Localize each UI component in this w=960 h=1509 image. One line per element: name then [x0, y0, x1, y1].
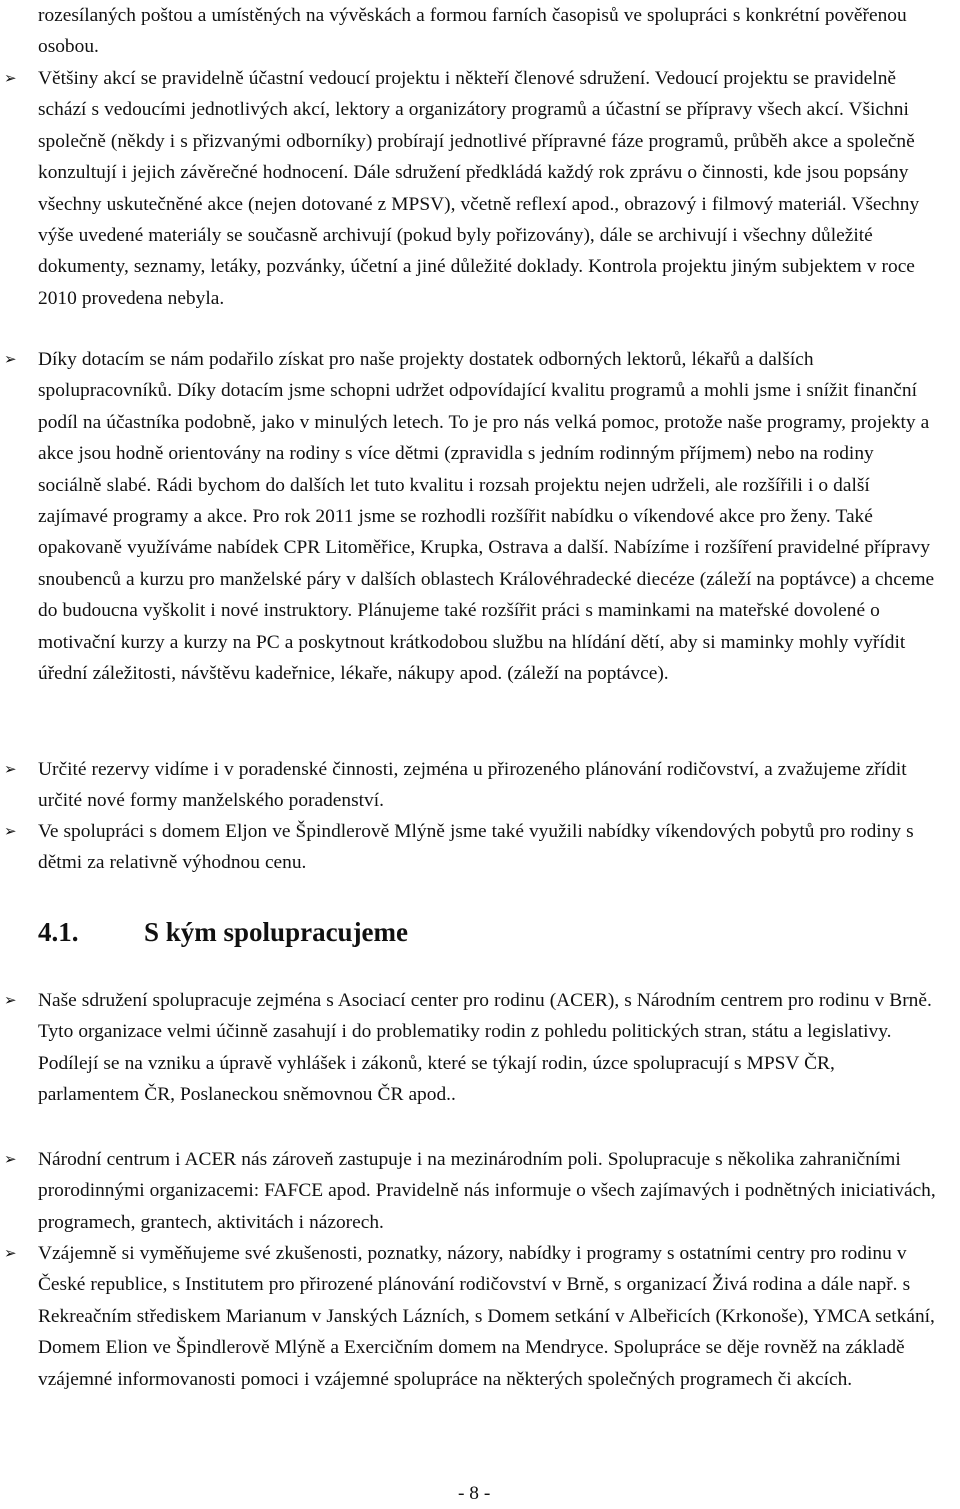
arrow-bullet-icon: ➢ [4, 822, 17, 840]
bullet-paragraph [4, 816, 938, 879]
paragraph-text: Většiny akcí se pravidelně účastní vedoucí projektu i někteří členové sdružení. Vedoucí projektu se pravidelně schází s vedoucími jednotlivých akcí, lektory a organizátory programů a účastní se přípravy všech akcí. Všichni společně (někdy i s přizvanými odborníky) probírají jednotlivé přípravné fáze programů, průběh akce a společně konzultují i jejich závěrečné hodnocení. Dále sdružení předkládá každý rok zprávu o činnosti, kde jsou popsány všechny uskutečněné akce (nejen dotované z MPSV), včetně reflexí apod., obrazový i filmový materiál. Všechny výše uvedené materiály se současně archivují (pokud byly pořizovány), dále se archivují i všechny důležité dokumenty, seznamy, letáky, pozvánky, účetní a jiné důležité doklady. Kontrola projektu jiným subjektem v roce 2010 provedena nebyla. [38, 68, 920, 309]
bullet-paragraph [4, 344, 938, 689]
paragraph-continuation [38, 0, 938, 63]
arrow-bullet-icon: ➢ [4, 1150, 17, 1168]
bullet-paragraph [4, 985, 938, 1111]
section-heading [38, 912, 408, 952]
paragraph-text: Určité rezervy vidíme i v poradenské činnosti, zejména u přirozeného plánování rodičovství, a zvažujeme zřídit určité nové formy manželského poradenství. [38, 759, 907, 812]
bullet-paragraph [4, 63, 938, 314]
bullet-paragraph [4, 1238, 938, 1395]
section-title: S kým spolupracujeme [144, 917, 409, 947]
paragraph-text: Vzájemně si vyměňujeme své zkušenosti, poznatky, názory, nabídky i programy s ostatními centry pro rodinu v České republice, s Institutem pro přirozené plánování rodičovství v Brně, s organizací Živá rodina a dále např. s Rekreačním střediskem Marianum v Janských Lázních, s Domem setkání v Albeřicích (Krkonoše), YMCA setkání, Domem Elion ve Špindlerově Mlýně a Exercičním domem na Mendryce. Spolupráce se děje rovněž na základě vzájemné informovanosti pomoci i vzájemné spolupráce na některých společných programech či akcích. [38, 1243, 935, 1390]
arrow-bullet-icon: ➢ [4, 991, 17, 1009]
arrow-bullet-icon: ➢ [4, 760, 17, 778]
paragraph-text: rozesílaných poštou a umístěných na vývěskách a formou farních časopisů ve spolupráci s konkrétní pověřenou osobou. [38, 5, 907, 58]
arrow-bullet-icon: ➢ [4, 1244, 17, 1262]
bullet-paragraph [4, 754, 938, 817]
arrow-bullet-icon: ➢ [4, 350, 17, 368]
section-number: 4.1. [38, 917, 79, 947]
paragraph-text: Naše sdružení spolupracuje zejména s Asociací center pro rodinu (ACER), s Národním centrem pro rodinu v Brně. Tyto organizace velmi účinně zasahují i do problematiky rodin z pohledu politických stran, státu a legislativy. Podílejí se na vzniku a úpravě vyhlášek i zákonů, které se týkají rodin, úzce spolupracují s MPSV ČR, parlamentem ČR, Poslaneckou sněmovnou ČR apod.. [38, 990, 932, 1106]
paragraph-text: Ve spolupráci s domem Eljon ve Špindlerově Mlýně jsme také využili nabídky víkendových pobytů pro rodiny s dětmi za relativně výhodnou cenu. [38, 821, 914, 874]
paragraph-text: Národní centrum i ACER nás zároveň zastupuje i na mezinárodním poli. Spolupracuje s několika zahraničními prorodinnými organizacemi: FAFCE apod. Pravidelně nás informuje o všech zajímavých i podnětných iniciativách, programech, grantech, aktivitách i názorech. [38, 1149, 936, 1233]
arrow-bullet-icon: ➢ [4, 69, 17, 87]
bullet-paragraph [4, 1144, 938, 1238]
paragraph-text: Díky dotacím se nám podařilo získat pro naše projekty dostatek odborných lektorů, lékařů a dalších spolupracovníků. Díky dotacím jsme schopni udržet odpovídající kvalitu programů a mohli jsme i snížit finanční podíl na účastníka podobně, jako v minulých letech. To je pro nás velká pomoc, protože naše programy, projekty a akce jsou hodně orientovány na rodiny s více dětmi (zpravidla s jedním rodinným příjmem) nebo na rodiny sociálně slabé. Rádi bychom do dalších let tuto kvalitu i rozsah projektu nejen udrželi, ale rozšířili i o další zajímavé programy a akce. Pro rok 2011 jsme se rozhodli rozšířit nabídku o víkendové akce pro ženy. Také opakovaně využíváme nabídek CPR Litoměřice, Krupka, Ostrava a další. Nabízíme i rozšíření pravidelné přípravy snoubenců a kurzu pro manželské páry v dalších oblastech Královéhradecké diecéze (záleží na poptávce) a chceme do budoucna vyškolit i nové instruktory. Plánujeme také rozšířit práci s maminkami na mateřské dovolené o motivační kurzy a kurzy na PC a poskytnout krátkodobou službu na hlídání dětí, aby si maminky mohly vyřídit úřední záležitosti, návštěvu kadeřnice, lékaře, nákupy apod. (záleží na poptávce). [38, 349, 935, 685]
page-number: - 8 - [458, 1483, 491, 1504]
